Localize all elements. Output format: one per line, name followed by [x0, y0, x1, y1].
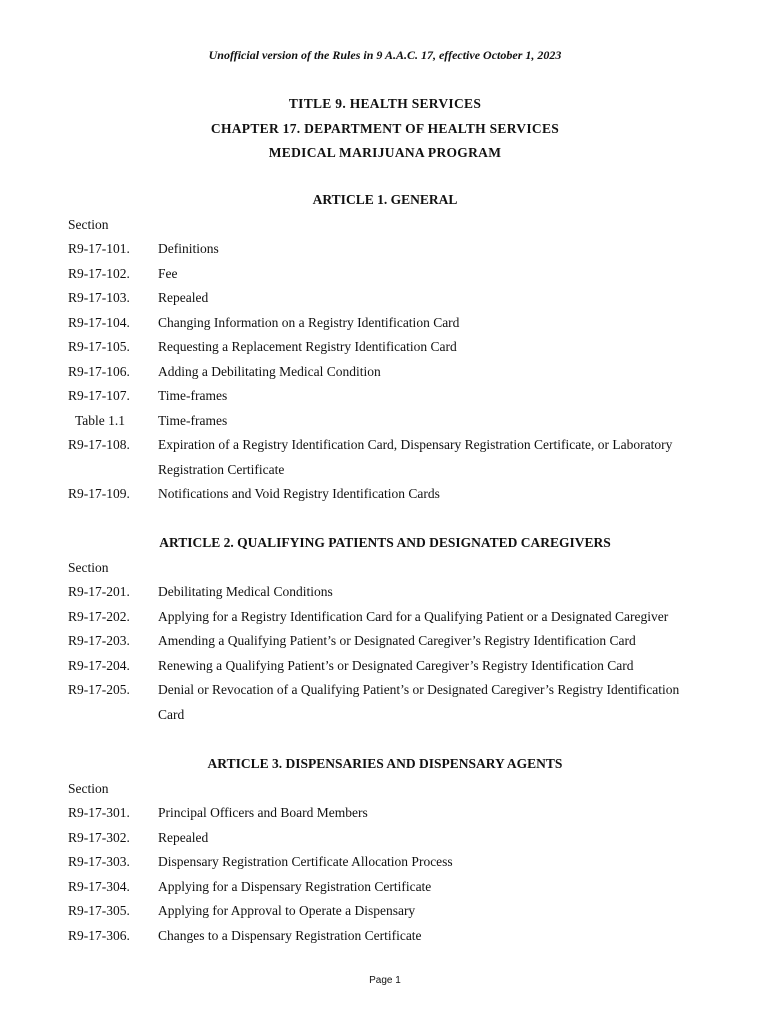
article-2 [0, 531, 770, 727]
toc-entry[interactable] [0, 409, 770, 434]
toc-entry[interactable] [0, 629, 770, 654]
section-number: R9-17-302. [68, 829, 130, 845]
toc-entry[interactable] [0, 899, 770, 924]
toc-entry[interactable] [0, 580, 770, 605]
section-number: R9-17-105. [68, 339, 130, 354]
section-label: Section [68, 559, 109, 575]
section-title: Changes to a Dispensary Registration Certificate [158, 927, 422, 943]
article-3 [0, 752, 770, 948]
section-number: R9-17-106. [68, 363, 130, 379]
section-title: Expiration of a Registry Identification Card, Dispensary Registration Certificate, or Laboratory Registration Certificate [158, 437, 673, 477]
section-title: Applying for a Registry Identification Card for a Qualifying Patient or a Designated Caregiver [158, 608, 669, 624]
page-number: Page 1 [369, 975, 401, 986]
section-title: Applying for a Dispensary Registration Certificate [158, 878, 432, 894]
toc-entry[interactable] [0, 262, 770, 287]
section-title: Adding a Debilitating Medical Condition [158, 363, 381, 379]
toc-entry[interactable] [0, 433, 770, 482]
toc-entry[interactable] [0, 605, 770, 630]
toc-entry[interactable] [0, 654, 770, 679]
section-title: Repealed [158, 829, 209, 845]
section-number: R9-17-303. [68, 854, 130, 869]
article-1 [0, 188, 770, 507]
section-number: R9-17-201. [68, 584, 130, 599]
program-line: MEDICAL MARIJUANA PROGRAM [268, 145, 502, 160]
chapter-line: CHAPTER 17. DEPARTMENT OF HEALTH SERVICES [210, 120, 560, 136]
section-number: R9-17-104. [68, 314, 130, 330]
section-title: Definitions [158, 241, 219, 256]
section-title: Changing Information on a Registry Identification Card [158, 314, 460, 330]
section-number: R9-17-306. [68, 927, 130, 943]
toc-entry[interactable] [0, 875, 770, 900]
table-number: Table 1.1 [75, 412, 126, 428]
section-number: R9-17-305. [68, 903, 130, 918]
section-number: R9-17-301. [68, 805, 130, 820]
section-title: Time-frames [158, 388, 228, 403]
toc-entry[interactable] [0, 286, 770, 311]
section-title: Time-frames [158, 412, 228, 428]
section-number: R9-17-102. [68, 265, 130, 281]
section-title: Dispensary Registration Certificate Allocation Process [158, 854, 453, 869]
article-title: ARTICLE 2. QUALIFYING PATIENTS AND DESIGNATED CAREGIVERS [159, 535, 611, 550]
section-label: Section [68, 780, 109, 796]
section-number: R9-17-202. [68, 608, 130, 624]
document-titles [0, 92, 770, 166]
section-title: Denial or Revocation of a Qualifying Patient’s or Designated Caregiver’s Registry Identification Card [158, 682, 680, 722]
section-number: R9-17-205. [68, 682, 130, 697]
section-title: Applying for Approval to Operate a Dispensary [158, 903, 416, 918]
section-title: Repealed [158, 290, 209, 305]
section-title: Renewing a Qualifying Patient’s or Designated Caregiver’s Registry Identification Card [158, 657, 634, 673]
section-number: R9-17-103. [68, 290, 130, 305]
section-number: R9-17-108. [68, 437, 130, 452]
toc-entry[interactable] [0, 801, 770, 826]
section-title: Requesting a Replacement Registry Identification Card [158, 339, 457, 354]
section-number: R9-17-304. [68, 878, 130, 894]
article-title: ARTICLE 3. DISPENSARIES AND DISPENSARY AGENTS [207, 756, 563, 771]
article-title: ARTICLE 1. GENERAL [312, 192, 458, 207]
toc-entry[interactable] [0, 335, 770, 360]
toc-entry[interactable] [0, 850, 770, 875]
toc-entry[interactable] [0, 384, 770, 409]
section-title: Debilitating Medical Conditions [158, 584, 333, 599]
section-number: R9-17-101. [68, 241, 130, 256]
section-title: Notifications and Void Registry Identification Cards [158, 486, 440, 501]
toc-entry[interactable] [0, 924, 770, 949]
title-line: TITLE 9. HEALTH SERVICES [288, 96, 482, 111]
page-header: Unofficial version of the Rules in 9 A.A.C. 17, effective October 1, 2023 [208, 48, 562, 62]
section-label: Section [68, 216, 109, 232]
toc-entry[interactable] [0, 482, 770, 507]
toc-entry[interactable] [0, 311, 770, 336]
section-number: R9-17-109. [68, 486, 130, 501]
section-title: Amending a Qualifying Patient’s or Designated Caregiver’s Registry Identification Card [158, 633, 636, 648]
toc-entry[interactable] [0, 360, 770, 385]
section-title: Fee [158, 265, 178, 281]
section-number: R9-17-203. [68, 633, 130, 648]
section-title: Principal Officers and Board Members [158, 805, 368, 820]
toc-entry[interactable] [0, 826, 770, 851]
toc-entry[interactable] [0, 237, 770, 262]
section-number: R9-17-107. [68, 388, 130, 403]
toc-entry[interactable] [0, 678, 770, 727]
section-number: R9-17-204. [68, 657, 130, 673]
